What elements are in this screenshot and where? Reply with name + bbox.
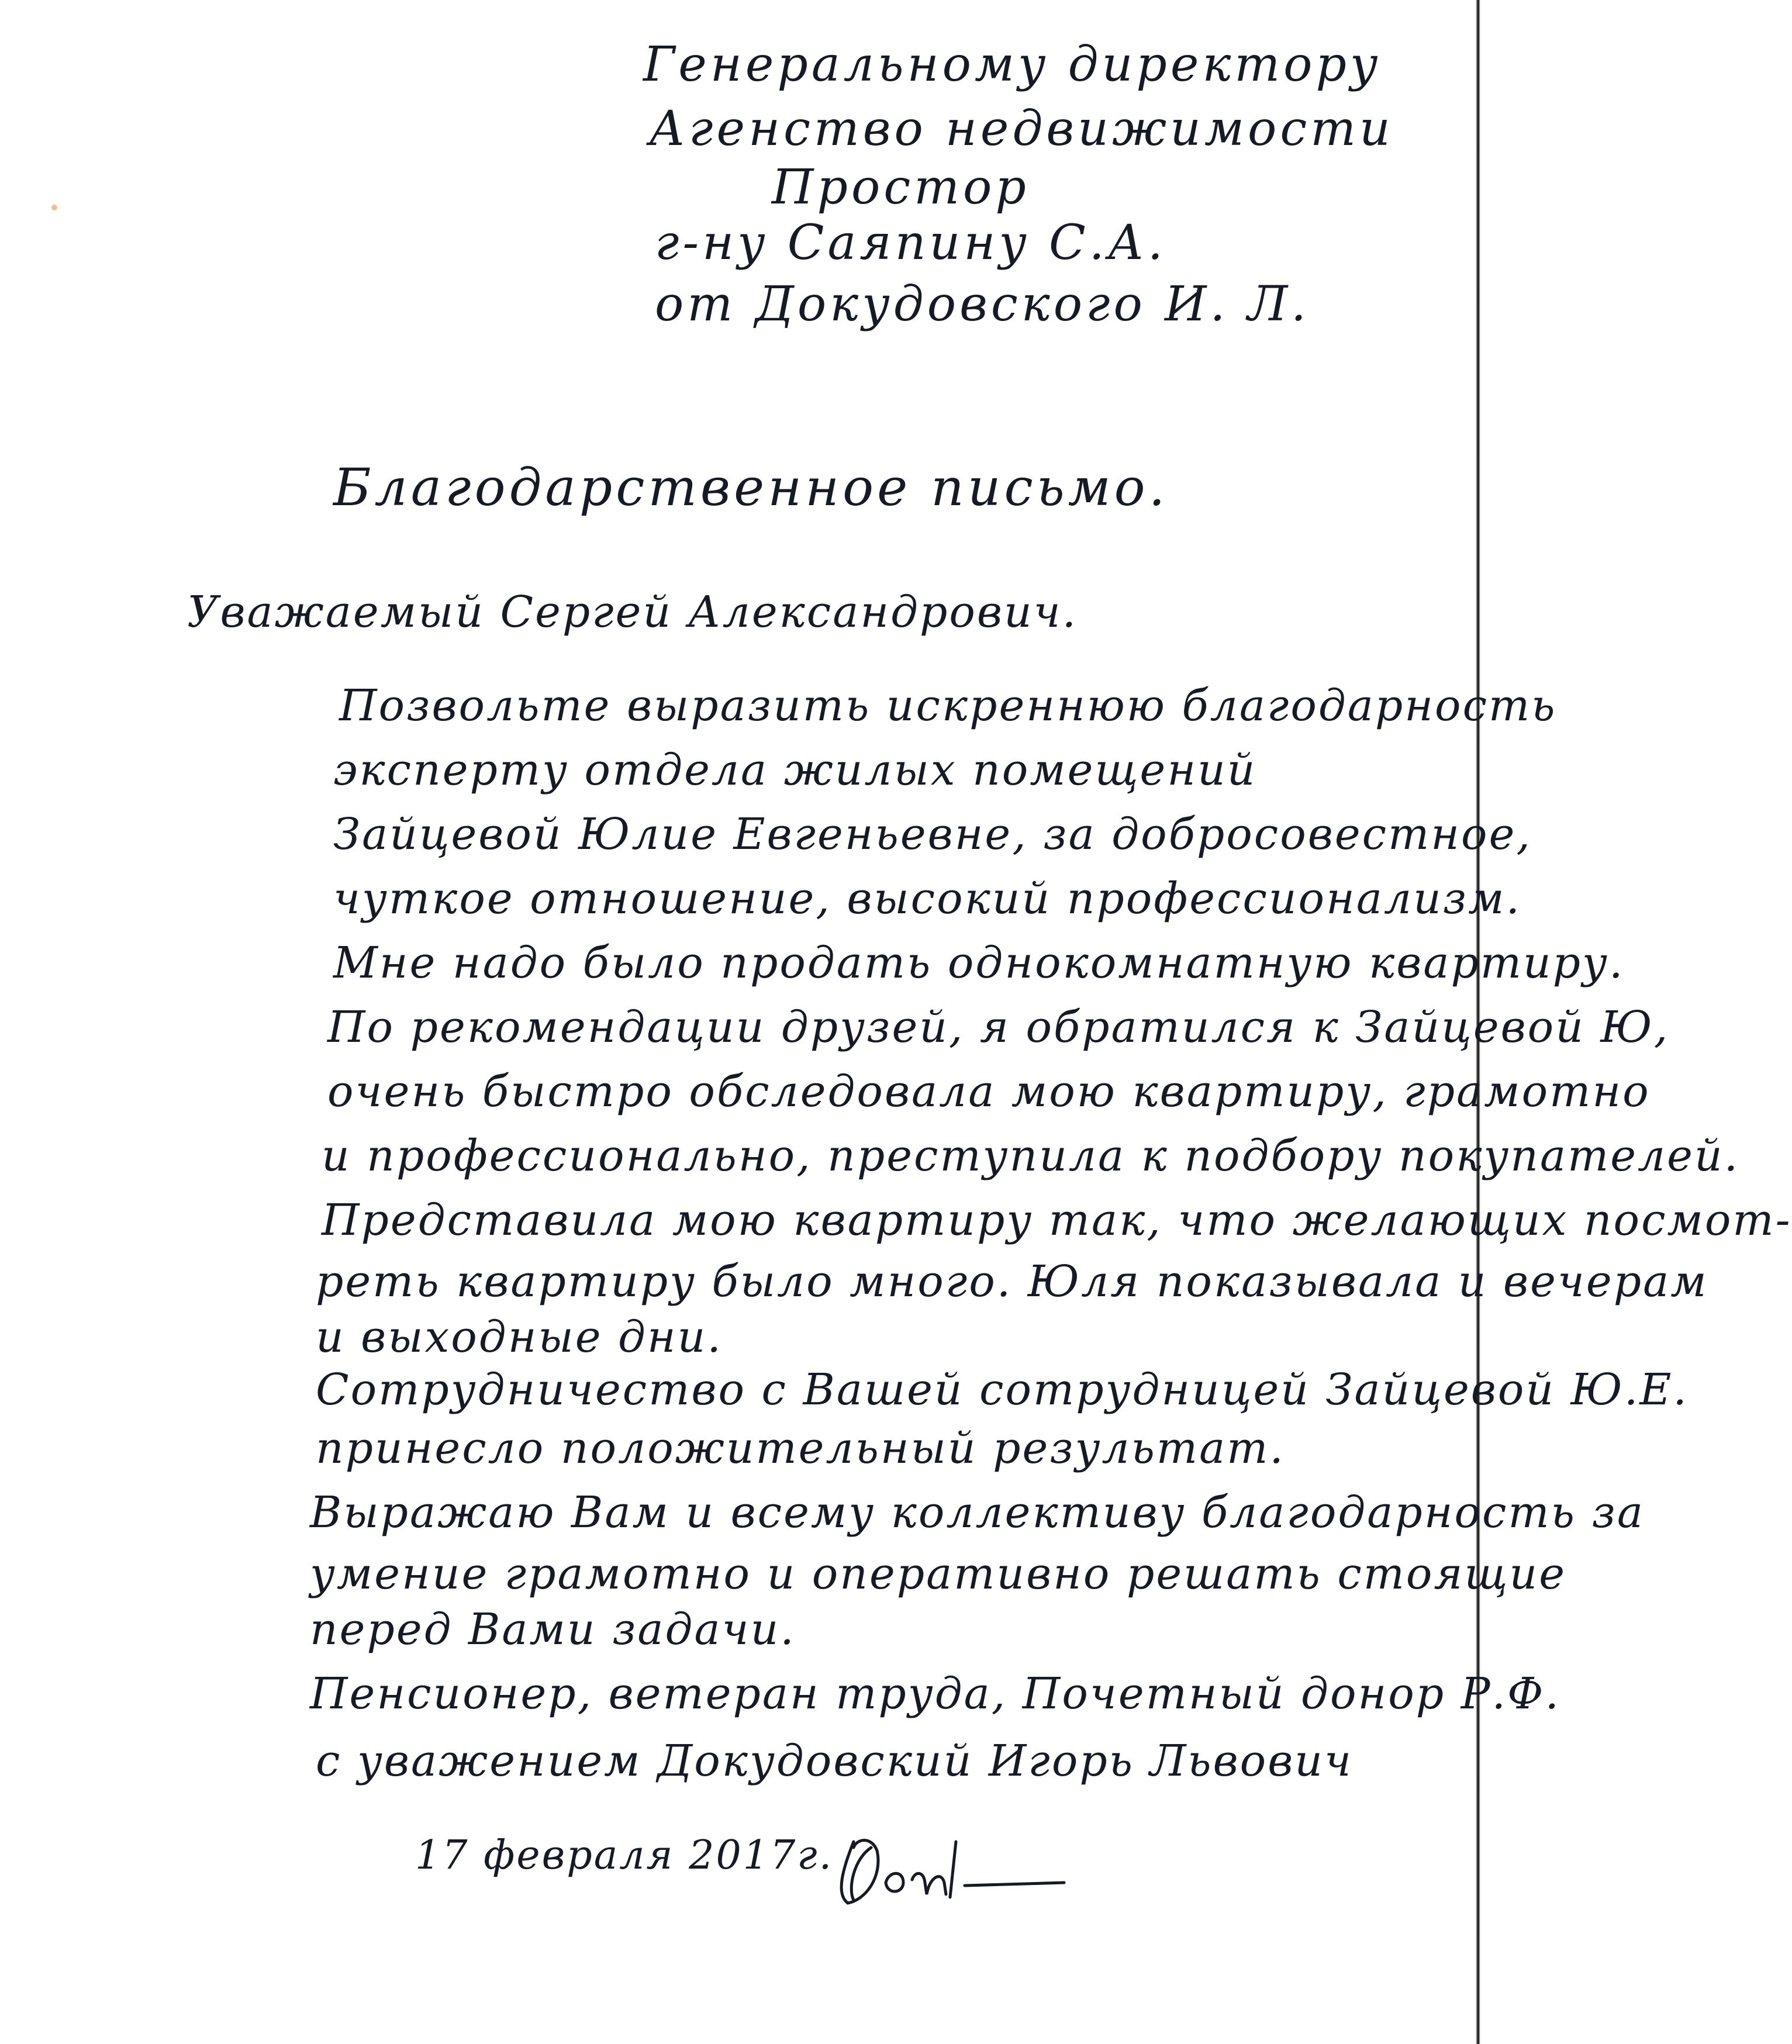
body-line: Пенсионер, ветеран труда, Почетный донор Р.Ф.	[310, 1669, 1560, 1719]
body-line: принесло положительный результат.	[316, 1423, 1285, 1473]
body-line: умение грамотно и оперативно решать стоящие	[310, 1549, 1567, 1599]
body-line: По рекомендации друзей, я обратился к Зайцевой Ю,	[327, 1002, 1670, 1052]
body-line: Зайцевой Юлие Евгеньевне, за добросовестное,	[333, 809, 1532, 859]
body-line: очень быстро обследовала мою квартиру, грамотно	[327, 1066, 1651, 1117]
letter-title: Благодарственное письмо.	[333, 457, 1169, 517]
paper-speck	[51, 205, 57, 210]
body-line: эксперту отдела жилых помещений	[333, 745, 1257, 795]
addressee-line-5: от Докудовского И. Л.	[655, 277, 1310, 332]
body-line: и профессионально, преступила к подбору покупателей.	[322, 1131, 1740, 1181]
body-line: с уважением Докудовский Игорь Львович	[316, 1736, 1353, 1786]
body-line: перед Вами задачи.	[310, 1604, 796, 1655]
letter-date: 17 февраля 2017г.	[415, 1832, 834, 1879]
addressee-line-1: Генеральному директору	[643, 37, 1382, 92]
body-line: Мне надо было продать однокомнатную квартиру.	[333, 938, 1625, 988]
body-line: и выходные дни.	[316, 1312, 723, 1362]
addressee-line-3: Простор	[772, 160, 1030, 215]
body-line: Позвольте выразить искреннюю благодарность	[339, 681, 1557, 731]
addressee-line-2: Агенство недвижимости	[649, 101, 1394, 157]
salutation: Уважаемый Сергей Александрович.	[187, 587, 1078, 637]
body-line: Сотрудничество с Вашей сотрудницей Зайцевой Ю.Е.	[316, 1365, 1689, 1415]
body-line: Выражаю Вам и всему коллективу благодарность за	[310, 1487, 1645, 1538]
addressee-line-4: г-ну Саяпину С.А.	[655, 215, 1166, 271]
body-line: Представила мою квартиру так, что желающих посмот-	[322, 1195, 1792, 1245]
body-line: реть квартиру было много. Юля показывала и вечерам	[316, 1256, 1708, 1307]
signature	[830, 1824, 1076, 1918]
body-line: чуткое отношение, высокий профессионализм.	[333, 873, 1521, 924]
